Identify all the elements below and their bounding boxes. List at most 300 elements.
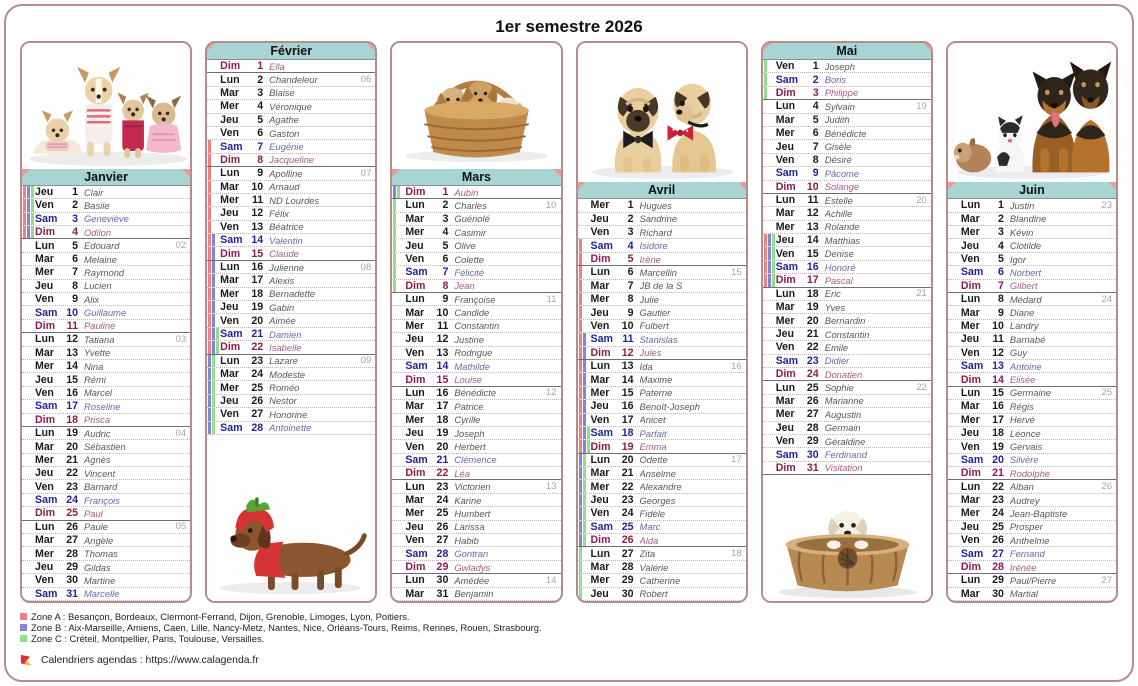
saint-name: Jacqueline [269,154,314,166]
footer-link[interactable]: Calendriers agendas : https://www.calagenda.fr [41,655,259,666]
day-number: 20 [806,314,819,327]
day-row [22,186,190,199]
day-row [763,167,931,180]
day-row [392,561,560,574]
legend-zone-a [20,611,1132,621]
day-row [948,293,1116,306]
saint-name: Gwladys [454,561,491,573]
day-abbrev: Mer [590,574,610,587]
day-row [392,293,560,306]
saint-name: Eric [824,288,841,300]
saint-name: Germaine [1009,387,1052,399]
day-abbrev: Ven [220,220,240,233]
day-number: 29 [806,435,819,448]
day-number: 17 [251,274,264,287]
week-number: 19 [916,100,927,112]
month-title: Juin [1019,183,1045,198]
week-number: 20 [916,194,927,206]
day-row [207,60,375,73]
saint-name: Larissa [454,521,485,533]
saint-name: Sandrine [639,213,678,225]
saint-name: Bénédicte [824,127,867,139]
saint-name: Arnaud [269,181,300,193]
day-abbrev: Lun [960,199,981,212]
saint-name: Damien [269,328,302,340]
saint-name: Justine [454,333,485,345]
holiday-zone-bars [208,341,219,353]
day-number: 1 [627,199,634,212]
day-row [22,333,190,346]
day-number: 8 [257,153,264,166]
month-header [392,169,560,186]
day-abbrev: Jeu [960,520,980,533]
day-number: 25 [621,520,634,533]
saint-name: Marcellin [639,266,678,278]
day-abbrev: Jeu [35,373,54,386]
holiday-zone-bars [208,234,215,246]
day-row [578,199,746,212]
holiday-zone-bars [579,547,582,559]
day-row [763,301,931,314]
day-abbrev: Mer [775,408,795,421]
day-row [578,347,746,360]
day-abbrev: Sam [960,453,984,466]
month-card-janvier [20,41,192,603]
day-abbrev: Mar [960,587,980,600]
saint-name: Hugues [639,199,672,211]
day-row [392,347,560,360]
saint-name: Landry [1009,320,1039,332]
day-number: 29 [992,574,1004,587]
day-abbrev: Dim [590,253,611,266]
day-abbrev: Lun [775,100,796,113]
day-number: 22 [992,480,1004,493]
footer [19,653,1132,668]
day-abbrev: Lun [220,167,240,180]
day-number: 5 [442,239,449,252]
day-abbrev: Mer [405,319,425,332]
day-abbrev: Mar [960,212,980,225]
day-number: 31 [806,461,819,474]
saint-name: Gontran [454,548,489,560]
saint-name: Alban [1009,481,1034,493]
day-row [22,574,190,587]
holiday-zone-bars [208,140,211,152]
day-abbrev: Mar [35,440,54,453]
day-abbrev: Sam [405,360,428,373]
day-number: 12 [992,346,1004,359]
day-abbrev: Dim [775,180,796,193]
saint-name: Hervé [1009,414,1035,426]
day-row [22,239,190,252]
day-row [22,507,190,520]
day-abbrev: Mer [220,100,240,113]
day-row [948,266,1116,279]
day-number: 16 [436,386,449,399]
day-number: 14 [251,234,264,247]
day-abbrev: Dim [220,153,241,166]
day-abbrev: Sam [590,333,613,346]
day-abbrev: Jeu [220,113,239,126]
day-row [392,547,560,560]
day-number: 31 [436,587,449,600]
saint-name: Didier [824,355,850,367]
day-row [207,341,375,354]
saint-name: Augustin [824,408,862,420]
day-abbrev: Lun [220,261,240,274]
day-abbrev: Sam [960,266,984,279]
day-row [763,288,931,301]
saint-name: Constantin [824,328,870,340]
week-number: 09 [360,355,372,367]
day-row [763,87,931,100]
day-abbrev: Lun [35,520,55,533]
day-abbrev: Dim [775,86,796,99]
holiday-zone-bars [579,253,582,265]
day-abbrev: Sam [220,140,243,153]
saint-name: Aimée [269,315,296,327]
zone-a-text: Zone A : Besançon, Bordeaux, Clermont-Ferrand, Dijon, Grenoble, Limoges, Lyon, Poitiers. [31,610,410,622]
day-number: 2 [627,212,634,225]
holiday-zone-bars [208,247,215,259]
day-number: 5 [257,113,264,126]
saint-name: Audrey [1009,494,1040,506]
day-number: 17 [992,413,1004,426]
day-row [392,507,560,520]
saint-name: Elisée [1009,374,1036,386]
saint-name: Barnabé [1009,333,1046,345]
week-number: 06 [360,74,372,86]
calendar-page [4,4,1134,682]
day-row [578,414,746,427]
day-number: 10 [806,180,819,193]
day-abbrev: Mar [35,534,54,547]
day-row [392,427,560,440]
week-number: 05 [175,521,187,533]
day-row [392,373,560,386]
day-abbrev: Dim [35,226,56,239]
day-number: 15 [992,386,1004,399]
week-number: 02 [175,240,187,252]
day-row [392,306,560,319]
month-card-juin [946,41,1118,603]
day-abbrev: Dim [220,341,241,354]
month-calendar [207,43,375,435]
day-abbrev: Mar [405,306,425,319]
saint-name: Ferdinand [824,449,867,461]
day-row [392,414,560,427]
holiday-zone-bars [208,194,211,206]
saint-name: Emile [824,341,849,353]
saint-name: Véronique [269,100,312,112]
saint-name: Valentin [269,234,303,246]
day-number: 24 [66,494,78,507]
day-row [578,293,746,306]
day-abbrev: Mer [590,199,610,212]
day-row [22,306,190,319]
day-row [22,400,190,413]
saint-name: Thomas [84,548,118,560]
day-number: 7 [72,266,78,279]
day-number: 4 [812,100,819,113]
day-row [763,395,931,408]
saint-name: Constantin [454,320,500,332]
saint-name: Honorine [269,408,308,420]
day-row [948,480,1116,493]
day-abbrev: Mer [405,226,425,239]
day-abbrev: Dim [960,279,981,292]
day-number: 18 [992,427,1004,440]
day-abbrev: Dim [960,467,981,480]
month-header [207,43,375,60]
saint-name: Silvère [1009,454,1039,466]
day-number: 2 [997,212,1004,225]
day-abbrev: Sam [775,167,799,180]
day-abbrev: Jeu [405,333,424,346]
zone-b-color-swatch [20,624,27,631]
day-number: 18 [621,427,634,440]
day-row [578,494,746,507]
holiday-zone-bars [579,507,586,519]
saint-name: Estelle [824,194,853,206]
day-row [578,427,746,440]
day-number: 4 [627,239,634,252]
saint-name: Nestor [269,395,297,407]
zone-b-text: Zone B : Aix-Marseille, Amiens, Caen, Lille, Nancy-Metz, Nantes, Nice, Orléans-Tours, Reims, Rennes, Rouen, Strasbourg. [31,621,542,633]
calagenda-flag-icon [19,653,34,668]
day-number: 26 [992,534,1004,547]
photo-shepherd-friends [948,43,1116,182]
holiday-zone-bars [579,454,586,466]
day-number: 6 [257,127,264,140]
day-row [392,400,560,413]
day-number: 28 [806,421,819,434]
day-number: 7 [257,140,264,153]
day-abbrev: Mar [775,113,795,126]
day-row [763,422,931,435]
day-row [763,448,931,461]
day-abbrev: Mer [960,226,980,239]
saint-name: Rodrigue [454,347,493,359]
day-abbrev: Dim [220,247,241,260]
day-row [392,387,560,400]
day-row [763,154,931,167]
saint-name: Valérie [639,561,669,573]
saint-name: Roseline [84,400,121,412]
saint-name: Apolline [269,167,303,179]
day-number: 22 [66,467,78,480]
saint-name: Ida [639,360,653,372]
day-abbrev: Dim [35,507,56,520]
saint-name: Alda [639,534,659,546]
saint-name: Mathilde [454,360,490,372]
day-abbrev: Mar [220,180,240,193]
day-number: 15 [621,386,634,399]
saint-name: Georges [639,494,676,506]
day-row [392,494,560,507]
day-row [763,140,931,153]
day-number: 2 [257,73,264,86]
holiday-zone-bars [579,521,586,533]
day-abbrev: Sam [35,212,58,225]
day-number: 16 [621,400,634,413]
day-abbrev: Ven [775,435,795,448]
holiday-zone-bars [579,534,586,546]
day-number: 29 [621,574,634,587]
day-abbrev: Mer [960,507,980,520]
day-number: 24 [436,494,449,507]
day-row [392,454,560,467]
day-number: 17 [436,400,449,413]
day-rows [948,199,1116,601]
saint-name: Marcelle [84,588,120,600]
day-abbrev: Ven [35,386,54,399]
day-number: 11 [251,194,264,207]
day-row [578,360,746,373]
day-row [207,288,375,301]
holiday-zone-bars [579,440,590,452]
day-row [948,387,1116,400]
day-number: 6 [997,266,1004,279]
day-number: 22 [806,341,819,354]
day-number: 26 [436,520,449,533]
day-number: 22 [621,480,634,493]
day-abbrev: Lun [590,547,610,560]
saint-name: Alexandre [639,481,682,493]
saint-name: ND Lourdes [269,194,320,206]
day-number: 23 [806,354,819,367]
day-row [207,328,375,341]
day-abbrev: Dim [775,368,796,381]
day-abbrev: Sam [590,520,613,533]
day-number: 12 [251,207,264,220]
day-row [207,154,375,167]
day-abbrev: Ven [405,534,425,547]
saint-name: Léa [454,467,470,479]
saint-name: Solange [824,181,860,193]
saint-name: Sophie [824,382,854,394]
day-abbrev: Dim [775,274,796,287]
month-card-avril [576,41,748,603]
saint-name: Zita [639,548,656,560]
day-abbrev: Lun [220,73,240,86]
holiday-zone-bars [764,261,775,273]
day-row [22,373,190,386]
day-abbrev: Jeu [775,328,794,340]
month-header [948,182,1116,199]
week-number: 18 [731,548,742,560]
day-abbrev: Mar [405,400,425,413]
holiday-zone-bars [579,306,582,318]
day-row [578,521,746,534]
saint-name: Tatiana [84,333,115,345]
day-number: 13 [436,346,449,359]
day-number: 9 [812,167,819,180]
holiday-zone-bars [208,355,215,367]
day-abbrev: Mar [775,207,795,220]
week-number: 14 [545,574,557,586]
month-card-mars [390,41,562,603]
day-number: 31 [66,587,78,600]
day-number: 18 [436,413,449,426]
day-row [763,355,931,368]
day-row [948,320,1116,333]
day-number: 7 [997,279,1004,292]
week-number: 23 [1101,199,1113,211]
day-abbrev: Sam [405,453,428,466]
day-number: 28 [251,421,264,434]
saint-name: Lucien [84,280,112,292]
day-abbrev: Sam [775,354,799,367]
saint-name: Claude [269,248,299,260]
day-number: 10 [66,306,78,319]
week-number: 27 [1101,574,1113,586]
day-rows [392,186,560,601]
day-row [948,414,1116,427]
day-number: 23 [436,480,449,493]
day-row [948,213,1116,226]
saint-name: Modeste [269,368,306,380]
day-number: 6 [627,266,634,279]
holiday-zone-bars [579,414,586,426]
saint-name: Diane [1009,307,1035,319]
day-row [22,213,190,226]
day-abbrev: Lun [590,453,610,466]
saint-name: Jules [639,347,662,359]
saint-name: Alexis [269,274,295,286]
day-row [578,320,746,333]
day-row [22,347,190,360]
day-number: 18 [251,287,264,300]
day-number: 13 [66,346,78,359]
day-abbrev: Mar [35,346,54,359]
day-abbrev: Lun [775,287,796,300]
day-number: 6 [812,127,819,140]
day-abbrev: Mer [35,266,54,279]
day-row [207,301,375,314]
day-number: 29 [66,561,78,574]
saint-name: Blandine [1009,213,1047,225]
saint-name: Karine [454,494,482,506]
day-number: 29 [436,561,449,574]
day-row [763,127,931,140]
day-abbrev: Dim [590,346,611,359]
day-number: 12 [621,346,634,359]
day-abbrev: Jeu [405,520,424,533]
day-row [392,280,560,293]
week-number: 04 [175,427,187,439]
day-row [948,561,1116,574]
day-row [22,440,190,453]
day-row [763,221,931,234]
holiday-zone-bars [23,199,34,211]
day-number: 13 [621,360,634,373]
saint-name: Sébastien [84,441,126,452]
day-row [22,454,190,467]
day-number: 21 [251,328,264,340]
day-number: 21 [621,467,634,480]
day-number: 26 [66,520,78,533]
saint-name: Richard [639,226,672,238]
day-number: 8 [442,279,449,292]
day-number: 11 [622,333,634,346]
day-row [22,547,190,560]
day-abbrev: Dim [590,534,611,547]
day-row [948,280,1116,293]
day-row [948,521,1116,534]
week-number: 11 [546,293,557,305]
day-row [207,261,375,274]
